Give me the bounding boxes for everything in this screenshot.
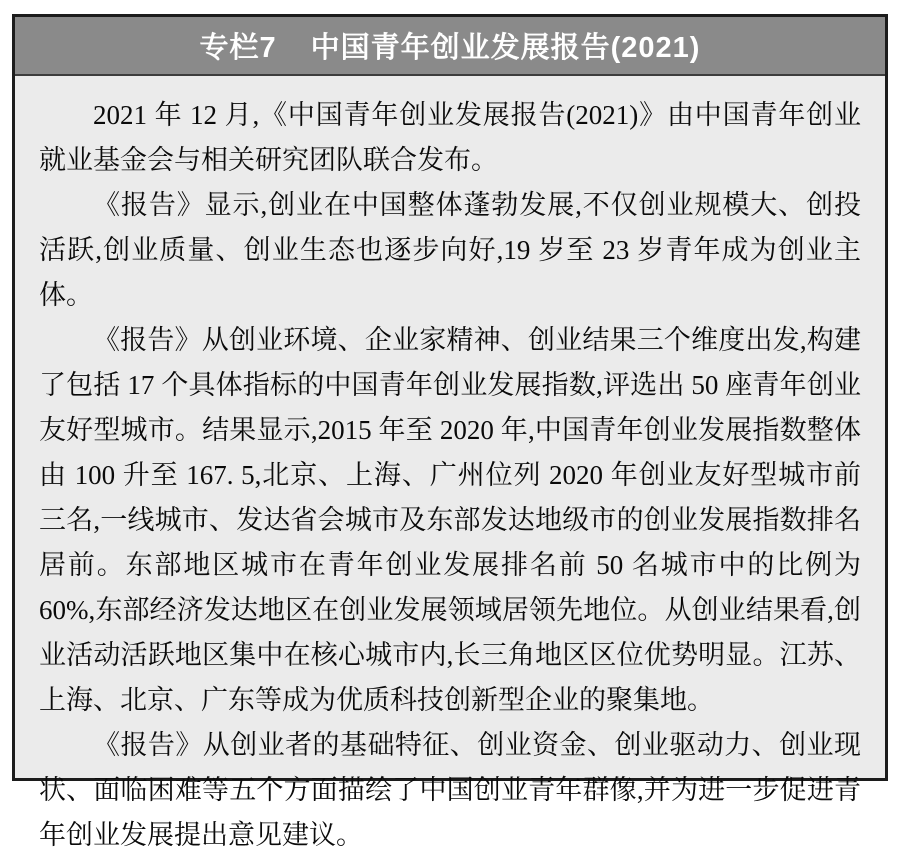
body-paragraph-2: 《报告》显示,创业在中国整体蓬勃发展,不仅创业规模大、创投活跃,创业质量、创业生态也逐步向好,19 岁至 23 岁青年成为创业主体。: [39, 190, 861, 310]
body-paragraph-4: 《报告》从创业者的基础特征、创业资金、创业驱动力、创业现状、面临困难等五个方面描绘了中国创业青年群像,并为进一步促进青年创业发展提出意见建议。: [39, 730, 861, 850]
box-body: [15, 76, 885, 868]
box-title: 中国青年创业发展报告(2021): [310, 32, 701, 64]
body-paragraph-1: 2021 年 12 月,《中国青年创业发展报告(2021)》由中国青年创业就业基金会与相关研究团队联合发布。: [39, 100, 861, 175]
body-paragraph-3: 《报告》从创业环境、企业家精神、创业结果三个维度出发,构建了包括 17 个具体指标的中国青年创业发展指数,评选出 50 座青年创业友好型城市。结果显示,2015 年至 2020 年,中国青年创业发展指数整体由 100 升至 167. 5,北京、上海、广州位列 2020 年创业友好型城市前三名,一线城市、发达省会城市及东部发达地级市的创业发展指数排名居前。东部地区城市在青年创业发展排名前 50 名城市中的比例为 60%,东部经济发达地区在创业发展领域居领先地位。从创业结果看,创业活动活跃地区集中在核心城市内,长三角地区区位优势明显。江苏、上海、北京、广东等成为优质科技创新型企业的聚集地。: [39, 325, 861, 715]
box-number: 专栏7: [199, 32, 277, 64]
box-header: [15, 17, 885, 76]
report-box: [12, 14, 888, 850]
